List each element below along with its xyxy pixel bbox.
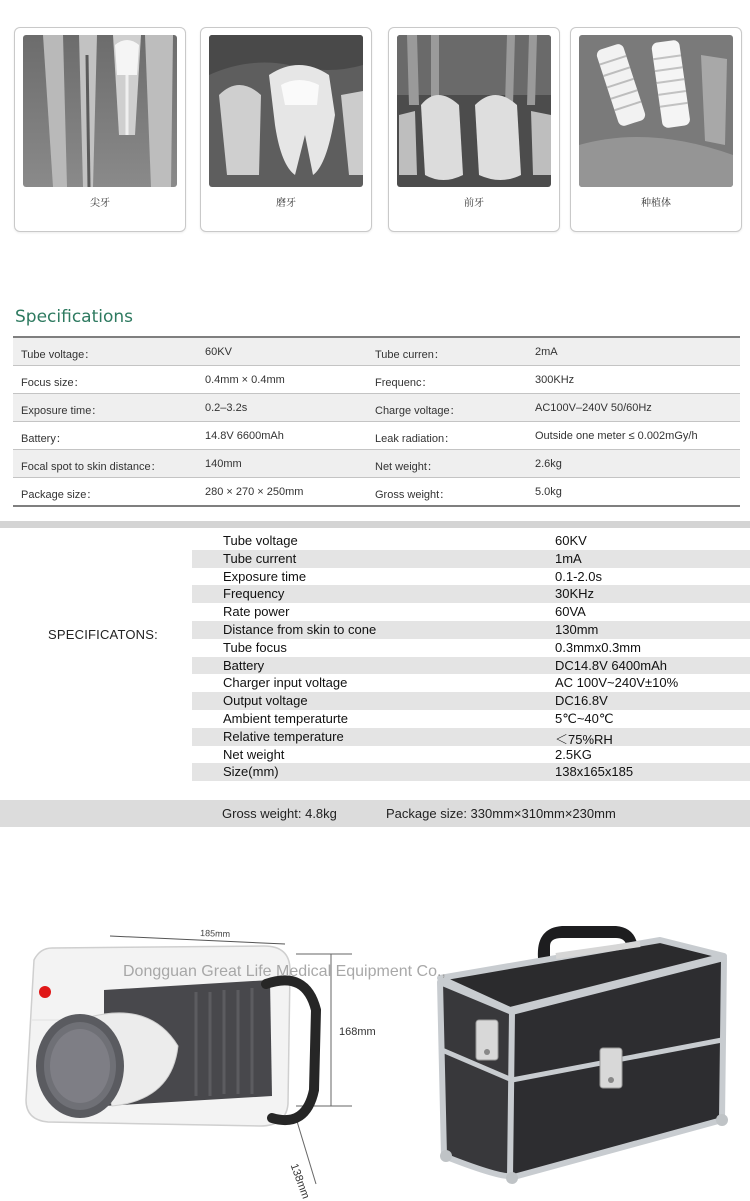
spec-value: AC100V–240V 50/60Hz [535, 402, 652, 414]
spec-key: Net weight： [375, 461, 438, 473]
spec-key: Package size： [21, 489, 98, 501]
spec-value: 60KV [555, 533, 587, 548]
spec-key: Charge voltage： [375, 405, 461, 417]
spec-row [13, 450, 740, 478]
implant-xray-image [579, 35, 733, 187]
carrying-case [440, 926, 728, 1184]
spec-list [192, 532, 750, 781]
product-illustration [0, 900, 750, 1198]
spec-key: Tube voltage [223, 533, 298, 548]
divider-band [0, 521, 750, 528]
spec-key: Frequenc： [375, 377, 433, 389]
spec-value: 0.4mm × 0.4mm [205, 374, 285, 386]
company-watermark: Dongguan Great Life Medical Equipment Co., [123, 963, 446, 980]
spec-key: Leak radiation： [375, 433, 456, 445]
spec-value: 280 × 270 × 250mm [205, 486, 304, 498]
spec-row [13, 394, 740, 422]
spec-list-row [192, 621, 750, 639]
spec-block-label: SPECIFICATONS: [48, 627, 158, 642]
spec-value: 2mA [535, 346, 558, 358]
tooth-card-canine [14, 27, 186, 232]
spec-value: AC 100V~240V±10% [555, 675, 679, 691]
spec-key: Focal spot to skin distance： [21, 461, 162, 473]
weight-band [0, 800, 750, 827]
tooth-card-implant [570, 27, 742, 232]
spec-key: Charger input voltage [223, 675, 348, 691]
spec-key: Focus size： [21, 377, 85, 389]
spec-key: Tube voltage： [21, 349, 96, 361]
product-photos [0, 900, 750, 1201]
spec-value: 138x165x185 [555, 764, 634, 780]
tooth-xray-cards [14, 27, 736, 232]
spec-row [13, 422, 740, 450]
front-teeth-xray-image [397, 35, 551, 187]
spec-value: Outside one meter ≤ 0.002mGy/h [535, 430, 698, 442]
spec-list-row [192, 532, 750, 550]
spec-key: Exposure time [223, 568, 307, 584]
spec-table-title: Specifications [15, 307, 134, 327]
dimension-line-top [110, 928, 285, 944]
spec-list-row [192, 585, 750, 603]
tooth-caption: 种植体 [641, 198, 671, 209]
power-indicator [39, 986, 51, 998]
spec-list-row [192, 728, 750, 746]
spec-table [13, 336, 740, 507]
tooth-caption: 前牙 [464, 198, 484, 209]
spec-value: DC14.8V 6400mAh [555, 657, 668, 673]
spec-row [13, 478, 740, 507]
spec-list-row [192, 657, 750, 675]
spec-value: 130mm [555, 621, 599, 637]
spec-value: ＜75%RH [555, 731, 613, 747]
spec-value: 1mA [555, 550, 582, 566]
spec-list-row [192, 692, 750, 710]
spec-key: Tube curren： [375, 349, 445, 361]
spec-value: DC16.8V [555, 693, 608, 709]
spec-key: Relative temperature [223, 728, 344, 744]
spec-list-row [192, 603, 750, 621]
tooth-card-molar [200, 27, 372, 232]
spec-list-row [192, 710, 750, 728]
spec-key: Frequency [223, 586, 285, 602]
canine-xray-image [23, 35, 177, 187]
spec-key: Tube current [223, 550, 297, 566]
dim-height-label: 168mm [339, 1026, 376, 1038]
molar-xray-image [209, 35, 363, 187]
spec-value: 0.3mmx0.3mm [555, 639, 641, 655]
spec-list-row [192, 550, 750, 568]
spec-key: Battery： [21, 433, 67, 445]
spec-value: 0.1-2.0s [555, 568, 602, 584]
spec-value: 14.8V 6600mAh [205, 430, 284, 442]
spec-key: Exposure time： [21, 405, 103, 417]
spec-key: Size(mm) [223, 764, 279, 780]
spec-row [13, 366, 740, 394]
spec-list-row [192, 674, 750, 692]
spec-value: 140mm [205, 458, 242, 470]
spec-value: 30KHz [555, 586, 595, 602]
dim-depth-label: 138mm [287, 1162, 312, 1201]
spec-value: 2.5KG [555, 746, 592, 762]
tooth-caption: 磨牙 [276, 198, 296, 209]
spec-key: Net weight [223, 746, 285, 762]
spec-value: 60VA [555, 604, 586, 620]
spec-value: 300KHz [535, 374, 575, 386]
spec-key: Gross weight： [375, 489, 451, 501]
spec-value: 0.2–3.2s [205, 402, 248, 414]
spec-list-row [192, 763, 750, 781]
spec-value: 5℃~40℃ [555, 710, 614, 726]
spec-value: 5.0kg [535, 486, 562, 498]
gross-weight: Gross weight: 4.8kg [222, 806, 337, 821]
spec-list-row [192, 639, 750, 657]
spec-value: 60KV [205, 346, 232, 358]
dim-top-label: 185mm [199, 928, 231, 940]
spec-key: Rate power [223, 604, 290, 620]
spec-row [13, 338, 740, 366]
spec-list-row [192, 746, 750, 764]
tooth-card-front [388, 27, 560, 232]
spec-key: Output voltage [223, 693, 308, 709]
spec-block-2 [0, 521, 750, 827]
spec-value: 2.6kg [535, 458, 562, 470]
spec-key: Distance from skin to cone [223, 621, 377, 637]
spec-key: Tube focus [223, 639, 287, 655]
spec-key: Battery [223, 657, 265, 673]
tooth-caption: 尖牙 [90, 198, 110, 209]
spec-key: Ambient temperaturte [223, 710, 349, 726]
package-size: Package size: 330mm×310mm×230mm [386, 806, 616, 821]
spec-list-row [192, 568, 750, 586]
